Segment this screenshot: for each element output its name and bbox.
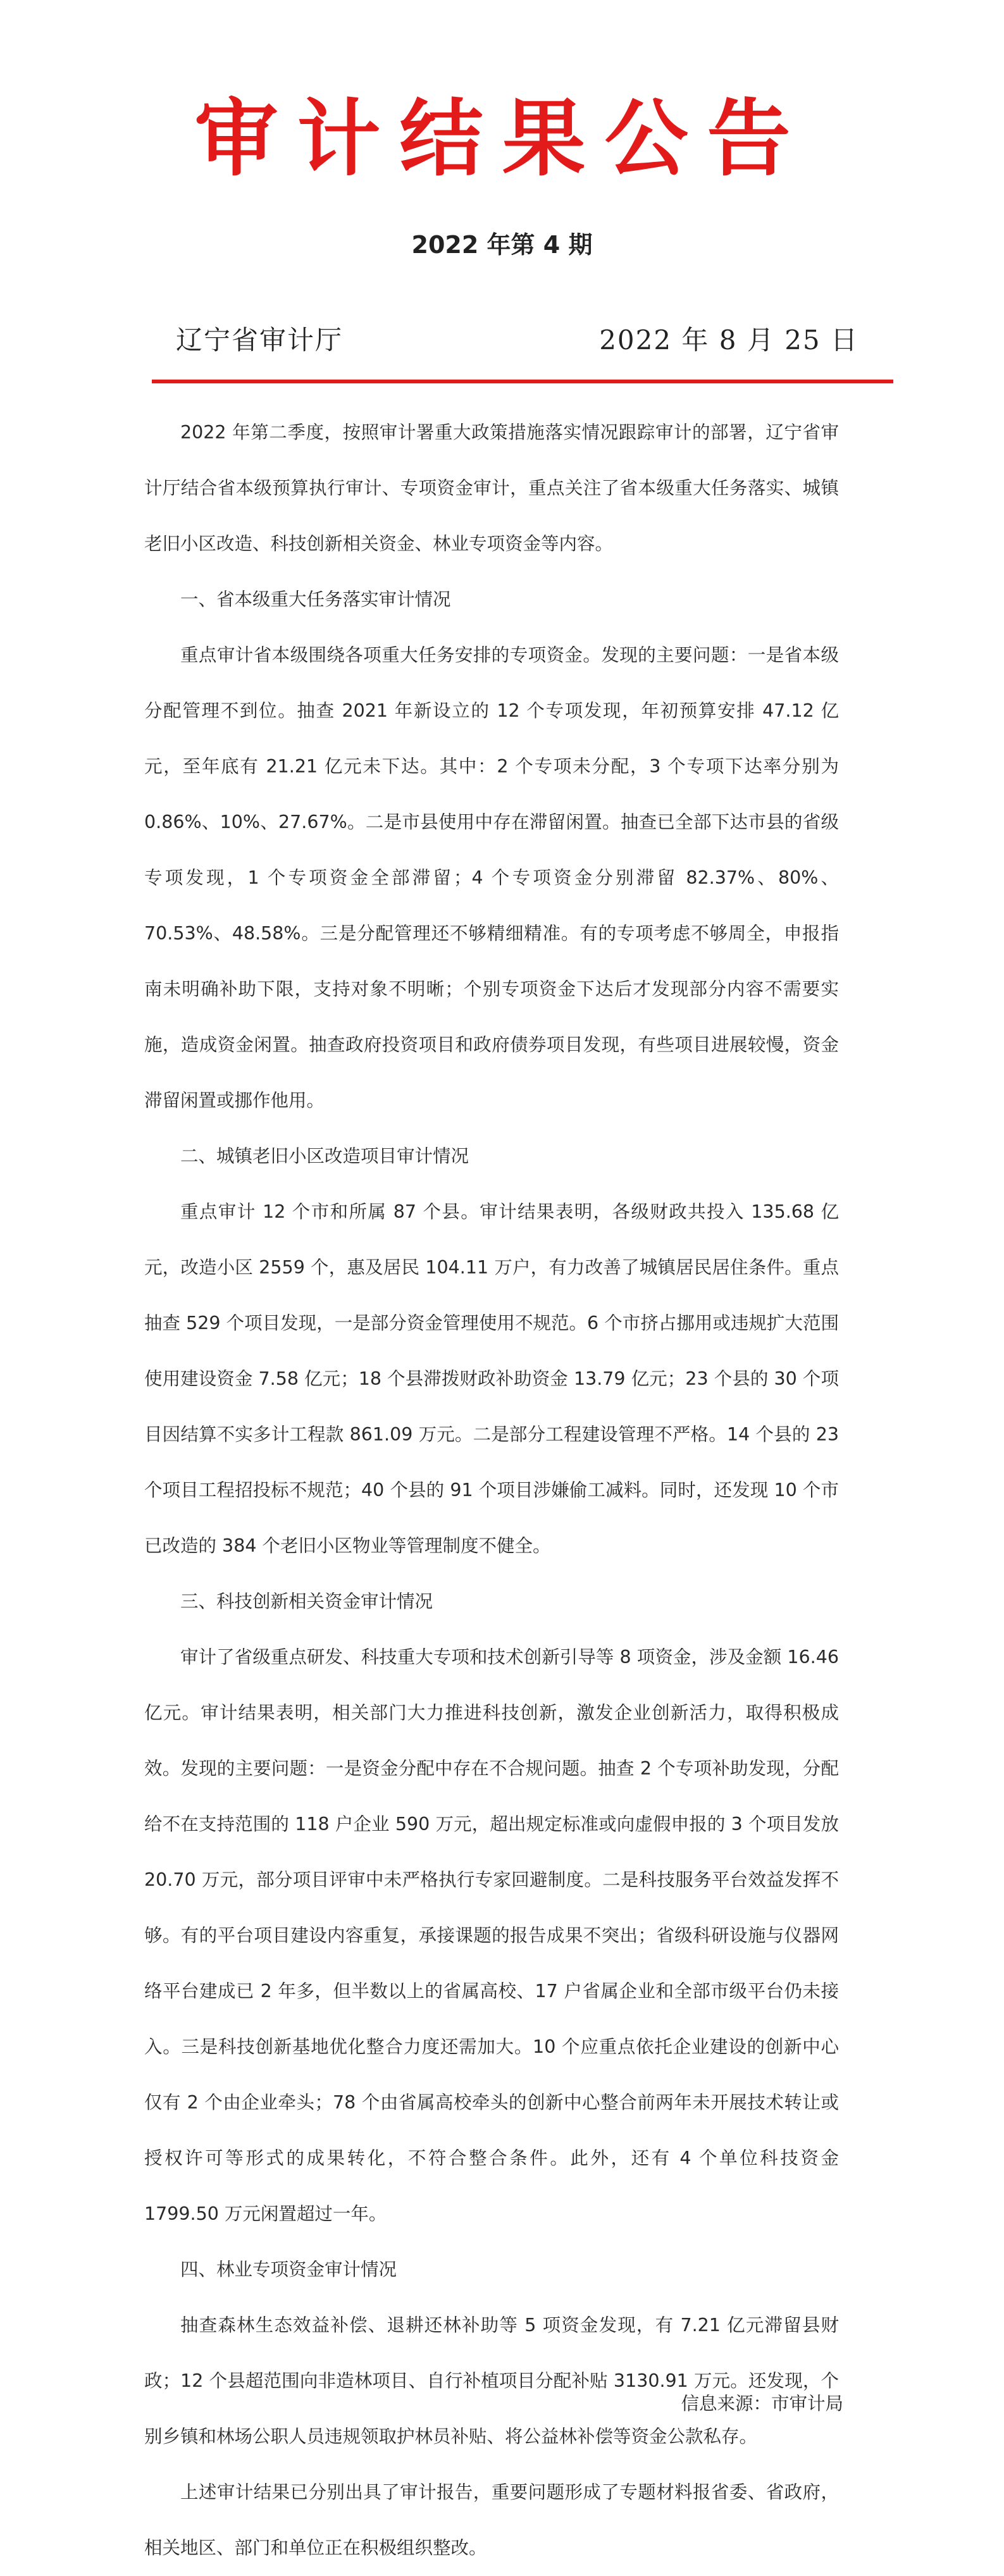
section-3-heading: 三、科技创新相关资金审计情况 bbox=[180, 1591, 433, 1612]
section-2-heading: 二、城镇老旧小区改造项目审计情况 bbox=[180, 1146, 469, 1167]
document-body bbox=[144, 405, 839, 2576]
info-source: 信息来源：市审计局 bbox=[681, 2393, 843, 2414]
section-1-heading: 一、省本级重大任务落实审计情况 bbox=[180, 589, 451, 610]
closing-paragraph: 上述审计结果已分别出具了审计报告，重要问题形成了专题材料报省委、省政府，相关地区、部门和单位正在积极组织整改。 bbox=[144, 2482, 839, 2558]
issue-number: 2022 年第 4 期 bbox=[411, 231, 593, 259]
red-divider bbox=[152, 380, 893, 383]
intro-paragraph: 2022 年第二季度，按照审计署重大政策措施落实情况跟踪审计的部署，辽宁省审计厅结合省本级预算执行审计、专项资金审计，重点关注了省本级重大任务落实、城镇老旧小区改造、科技创新相关资金、林业专项资金等内容。 bbox=[144, 422, 839, 554]
section-3-paragraph: 审计了省级重点研发、科技重大专项和技术创新引导等 8 项资金，涉及金额 16.46 亿元。审计结果表明，相关部门大力推进科技创新，激发企业创新活力，取得积极成效。发现的主要问题：一是资金分配中存在不合规问题。抽查 2 个专项补助发现，分配给不在支持范围的 118 户企业 590 万元，超出规定标准或向虚假申报的 3 个项目发放 20.70 万元，部分项目评审中未严格执行专家回避制度。二是科技服务平台效益发挥不够。有的平台项目建设内容重复，承接课题的报告成果不突出；省级科研设施与仪器网络平台建成已 2 年多，但半数以上的省属高校、17 户省属企业和全部市级平台仍未接入。三是科技创新基地优化整合力度还需加大。10 个应重点依托企业建设的创新中心仅有 2 个由企业牵头；78 个由省属高校牵头的创新中心整合前两年未开展技术转让或授权许可等形式的成果转化，不符合整合条件。此外，还有 4 个单位科技资金 1799.50 万元闲置超过一年。 bbox=[144, 1647, 839, 2224]
section-1-paragraph: 重点审计省本级围绕各项重大任务安排的专项资金。发现的主要问题：一是省本级分配管理不到位。抽查 2021 年新设立的 12 个专项发现，年初预算安排 47.12 亿元，至年底有 21.21 亿元未下达。其中：2 个专项未分配，3 个专项下达率分别为 0.86%、10%、27.67%。二是市县使用中存在滞留闲置。抽查已全部下达市县的省级专项发现，1 个专项资金全部滞留；4 个专项资金分别滞留 82.37%、80%、70.53%、48.58%。三是分配管理还不够精细精准。有的专项考虑不够周全，申报指南未明确补助下限，支持对象不明晰；个别专项资金下达后才发现部分内容不需要实施，造成资金闲置。抽查政府投资项目和政府债券项目发现，有些项目进展较慢，资金滞留闲置或挪作他用。 bbox=[144, 645, 839, 1111]
page-title: 审计结果公告 bbox=[194, 90, 810, 188]
section-2-paragraph: 重点审计 12 个市和所属 87 个县。审计结果表明，各级财政共投入 135.68 亿元，改造小区 2559 个，惠及居民 104.11 万户，有力改善了城镇居民居住条件。重点抽查 529 个项目发现，一是部分资金管理使用不规范。6 个市挤占挪用或违规扩大范围使用建设资金 7.58 亿元；18 个县滞拨财政补助资金 13.79 亿元；23 个县的 30 个项目因结算不实多计工程款 861.09 万元。二是部分工程建设管理不严格。14 个县的 23 个项目工程招投标不规范；40 个县的 91 个项目涉嫌偷工减料。同时，还发现 10 个市已改造的 384 个老旧小区物业等管理制度不健全。 bbox=[144, 1201, 839, 1556]
section-4-heading: 四、林业专项资金审计情况 bbox=[180, 2259, 397, 2280]
issuer-name: 辽宁省审计厅 bbox=[176, 325, 344, 356]
section-4-paragraph: 抽查森林生态效益补偿、退耕还林补助等 5 项资金发现，有 7.21 亿元滞留县财政；12 个县超范围向非造林项目、自行补植项目分配补贴 3130.91 万元。还发现，个别乡镇和林场公职人员违规领取护林员补贴、将公益林补偿等资金公款私存。 bbox=[144, 2315, 839, 2447]
issue-date: 2022 年 8 月 25 日 bbox=[599, 325, 858, 356]
